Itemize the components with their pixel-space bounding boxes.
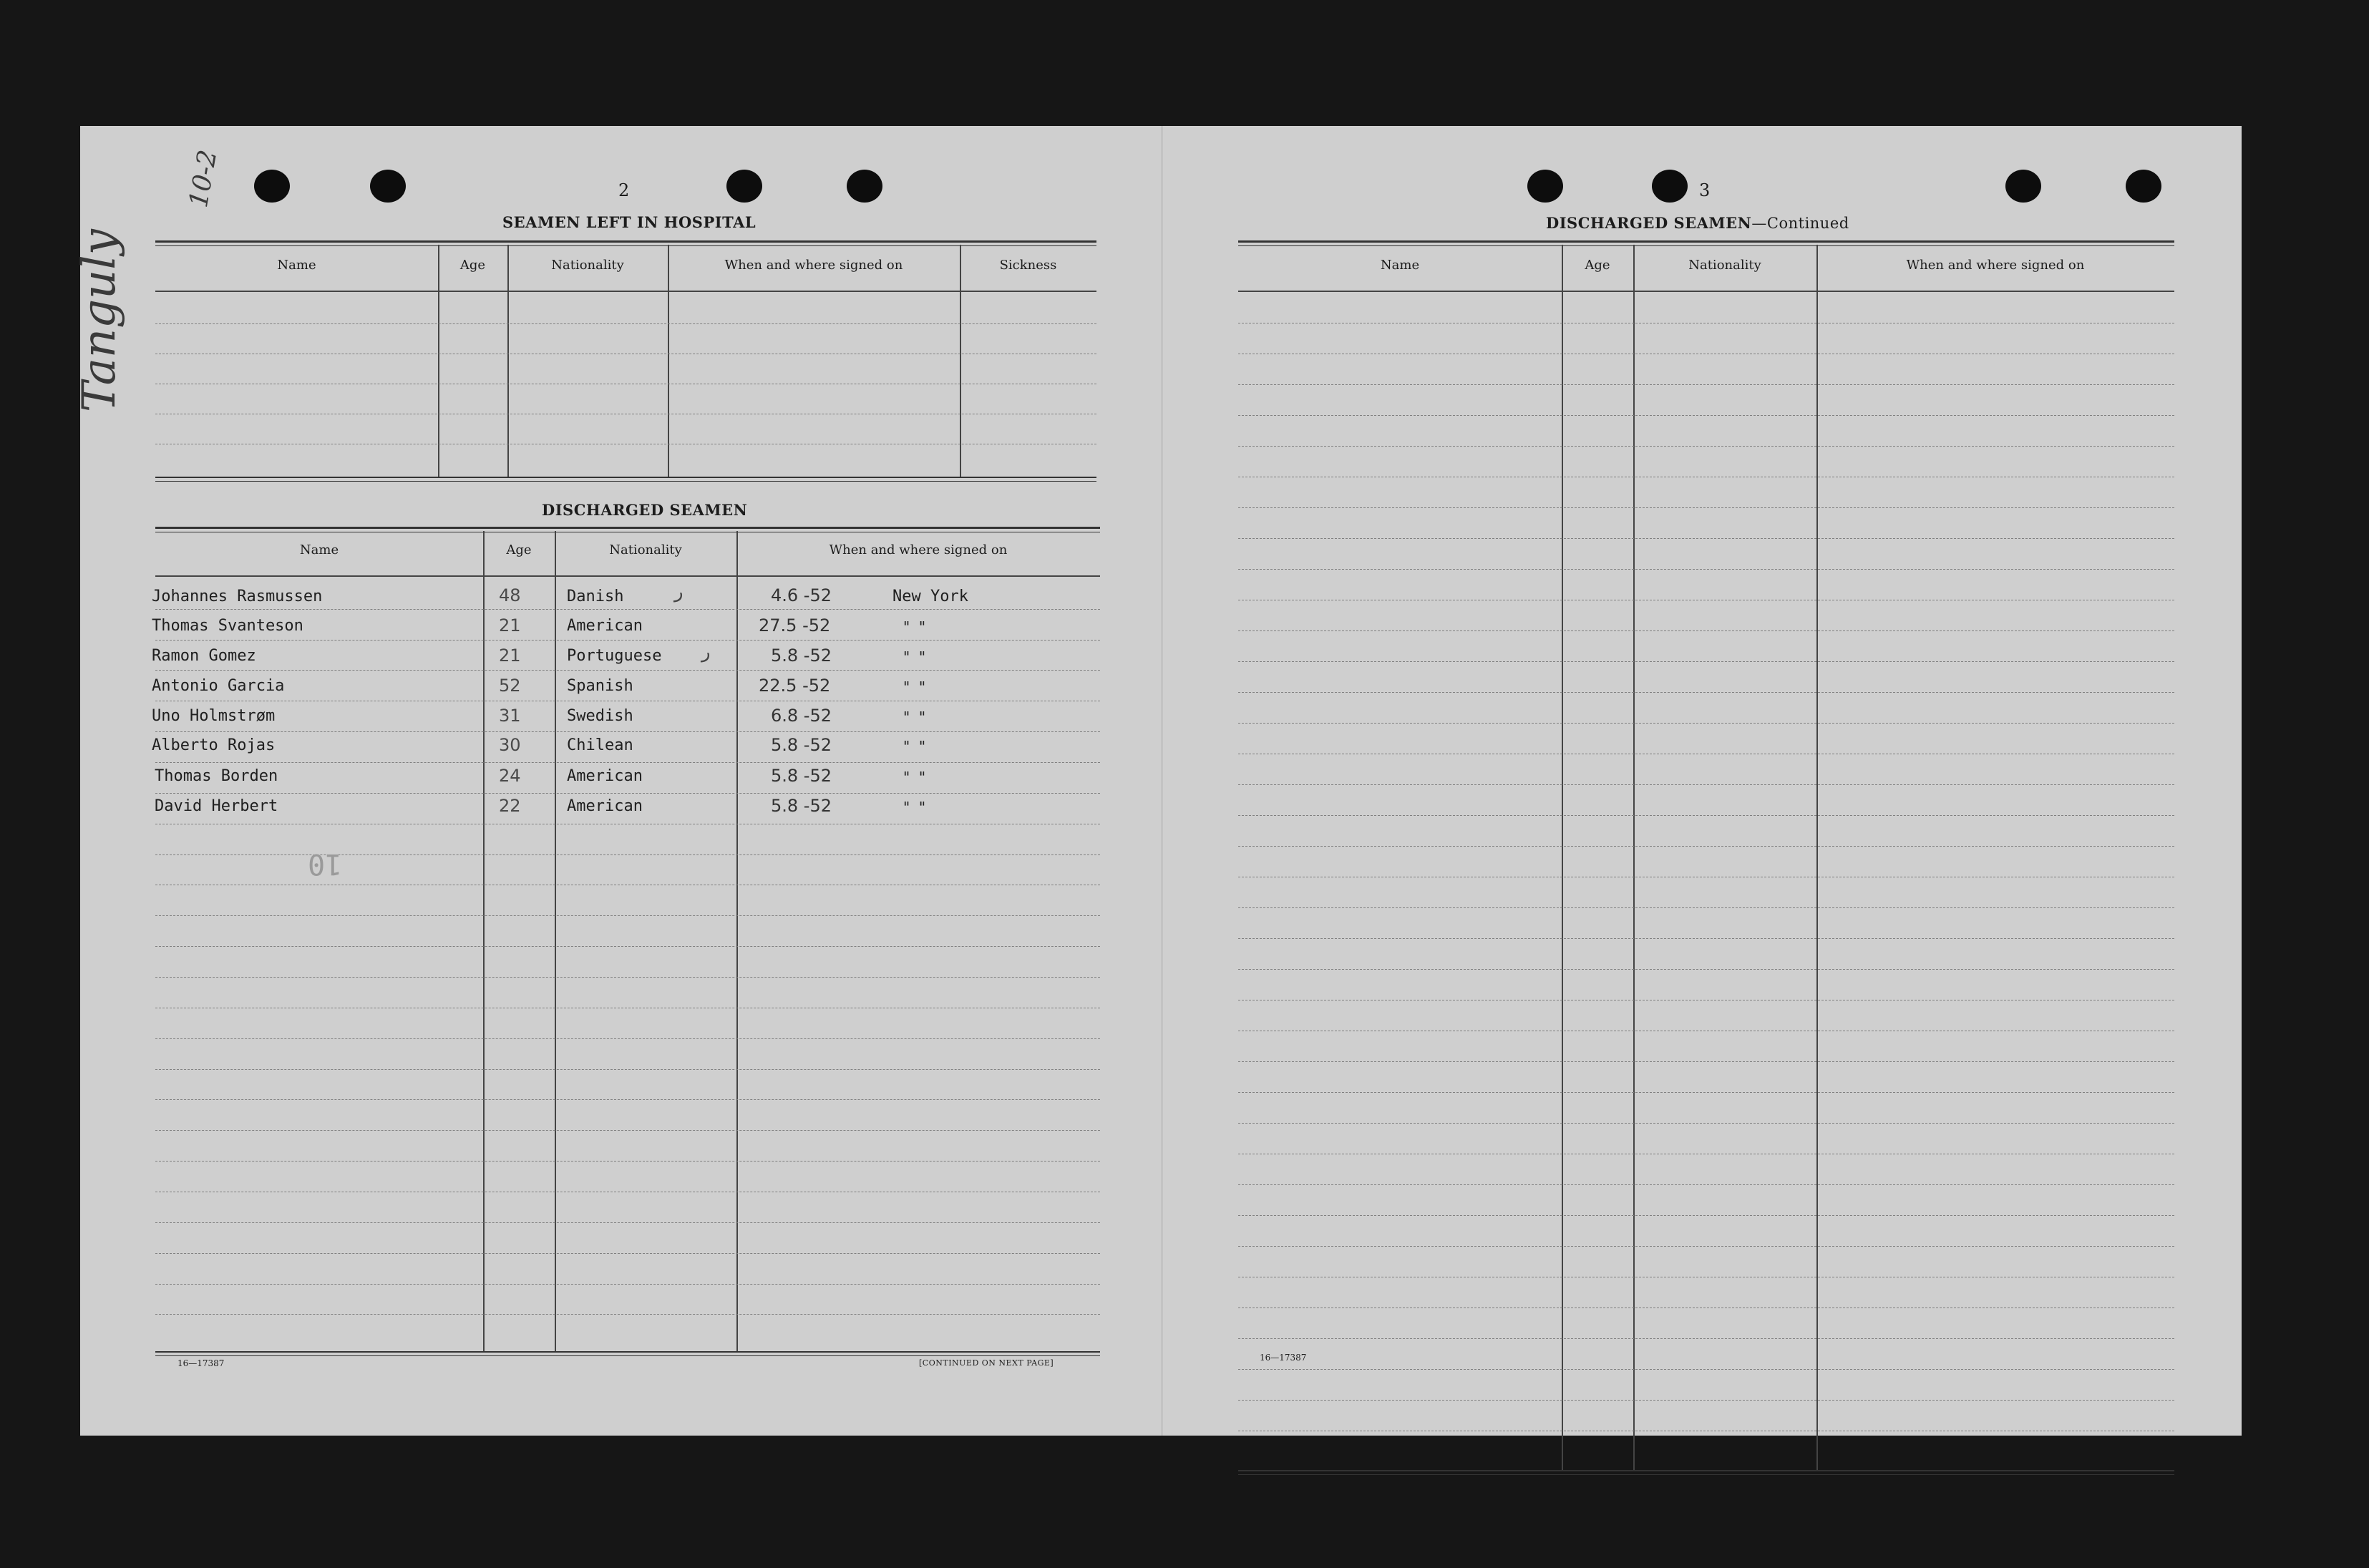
punch-hole <box>254 170 290 203</box>
col-header-age: Age <box>506 542 532 557</box>
document-sheet <box>73 126 2242 1436</box>
seaman-nationality: Danish <box>567 588 624 605</box>
seaman-nationality: Chilean <box>567 736 633 754</box>
discharged-continued-label: DISCHARGED SEAMEN <box>1546 214 1752 232</box>
col-header-name: Name <box>299 542 339 557</box>
signed-on-place: New York <box>892 588 968 605</box>
continued-suffix: —Continued <box>1751 215 1849 232</box>
col-header-nationality: Nationality <box>609 542 682 557</box>
punch-hole <box>1527 170 1563 203</box>
seaman-name: Alberto Rojas <box>152 736 276 754</box>
seaman-name: Uno Holmstrøm <box>152 707 276 725</box>
check-mark: ر <box>674 581 684 603</box>
col-header-age: Age <box>1585 258 1610 273</box>
seaman-name: Johannes Rasmussen <box>152 588 323 605</box>
signed-on-place: " " <box>903 738 926 755</box>
signed-on-date: 5.8 -52 <box>771 646 832 666</box>
margin-handwriting: Tanguly <box>73 229 126 412</box>
signed-on-place: " " <box>903 708 926 726</box>
col-header-name: Name <box>277 258 316 273</box>
hospital-section-title: SEAMEN LEFT IN HOSPITAL <box>502 213 757 231</box>
col-header-sickness: Sickness <box>999 258 1057 273</box>
top-handwriting: 10-2 <box>184 147 223 210</box>
discharged-continued-title <box>1546 214 1849 232</box>
seaman-age: 30 <box>499 735 521 755</box>
continued-note: [CONTINUED ON NEXT PAGE] <box>919 1358 1054 1368</box>
col-header-nationality: Nationality <box>1688 258 1761 273</box>
form-number-left: 16—17387 <box>177 1358 225 1368</box>
discharged-table-right <box>1238 240 2174 1476</box>
seaman-age: 22 <box>499 796 521 816</box>
signed-on-date: 5.8 -52 <box>771 766 832 786</box>
page-fold <box>1161 126 1163 1436</box>
signed-on-date: 5.8 -52 <box>771 735 832 755</box>
seaman-age: 31 <box>499 706 521 726</box>
signed-on-place: " " <box>903 678 926 696</box>
signed-on-date: 6.8 -52 <box>771 706 832 726</box>
seaman-name: Ramon Gomez <box>152 647 256 665</box>
punch-hole <box>370 170 406 203</box>
col-header-name: Name <box>1380 258 1420 273</box>
seaman-age: 24 <box>499 766 521 786</box>
seaman-nationality: Portuguese <box>567 647 662 665</box>
seaman-nationality: American <box>567 617 643 635</box>
discharged-section-title: DISCHARGED SEAMEN <box>542 501 748 519</box>
stray-mark: 10 <box>308 847 343 880</box>
signed-on-place: " " <box>903 769 926 786</box>
seaman-name: Thomas Svanteson <box>152 617 303 635</box>
seaman-name: Antonio Garcia <box>152 677 285 695</box>
seaman-age: 48 <box>499 585 521 605</box>
signed-on-date: 22.5 -52 <box>759 676 831 696</box>
page-number-left: 2 <box>618 180 630 200</box>
col-header-signed-on: When and where signed on <box>829 542 1008 557</box>
form-number-right: 16—17387 <box>1260 1353 1307 1363</box>
page-number-right: 3 <box>1699 180 1711 200</box>
punch-hole <box>726 170 762 203</box>
punch-hole <box>2126 170 2161 203</box>
col-header-signed-on: When and where signed on <box>1906 258 2085 273</box>
punch-hole <box>1652 170 1688 203</box>
signed-on-date: 27.5 -52 <box>759 615 831 636</box>
seaman-nationality: American <box>567 797 643 815</box>
hospital-table <box>155 240 1096 482</box>
seaman-nationality: American <box>567 767 643 785</box>
signed-on-date: 5.8 -52 <box>771 796 832 816</box>
col-header-signed-on: When and where signed on <box>724 258 903 273</box>
seaman-name: David Herbert <box>155 797 278 815</box>
seaman-age: 21 <box>499 615 521 636</box>
signed-on-place: " " <box>903 799 926 816</box>
seaman-nationality: Swedish <box>567 707 633 725</box>
seaman-nationality: Spanish <box>567 677 633 695</box>
punch-hole <box>847 170 882 203</box>
signed-on-place: " " <box>903 618 926 636</box>
signed-on-place: " " <box>903 648 926 666</box>
check-mark: ر <box>701 641 711 663</box>
seaman-age: 21 <box>499 646 521 666</box>
punch-hole <box>2005 170 2041 203</box>
col-header-age: Age <box>459 258 486 273</box>
seaman-name: Thomas Borden <box>155 767 278 785</box>
seaman-age: 52 <box>499 676 521 696</box>
signed-on-date: 4.6 -52 <box>771 585 832 605</box>
col-header-nationality: Nationality <box>551 258 624 273</box>
